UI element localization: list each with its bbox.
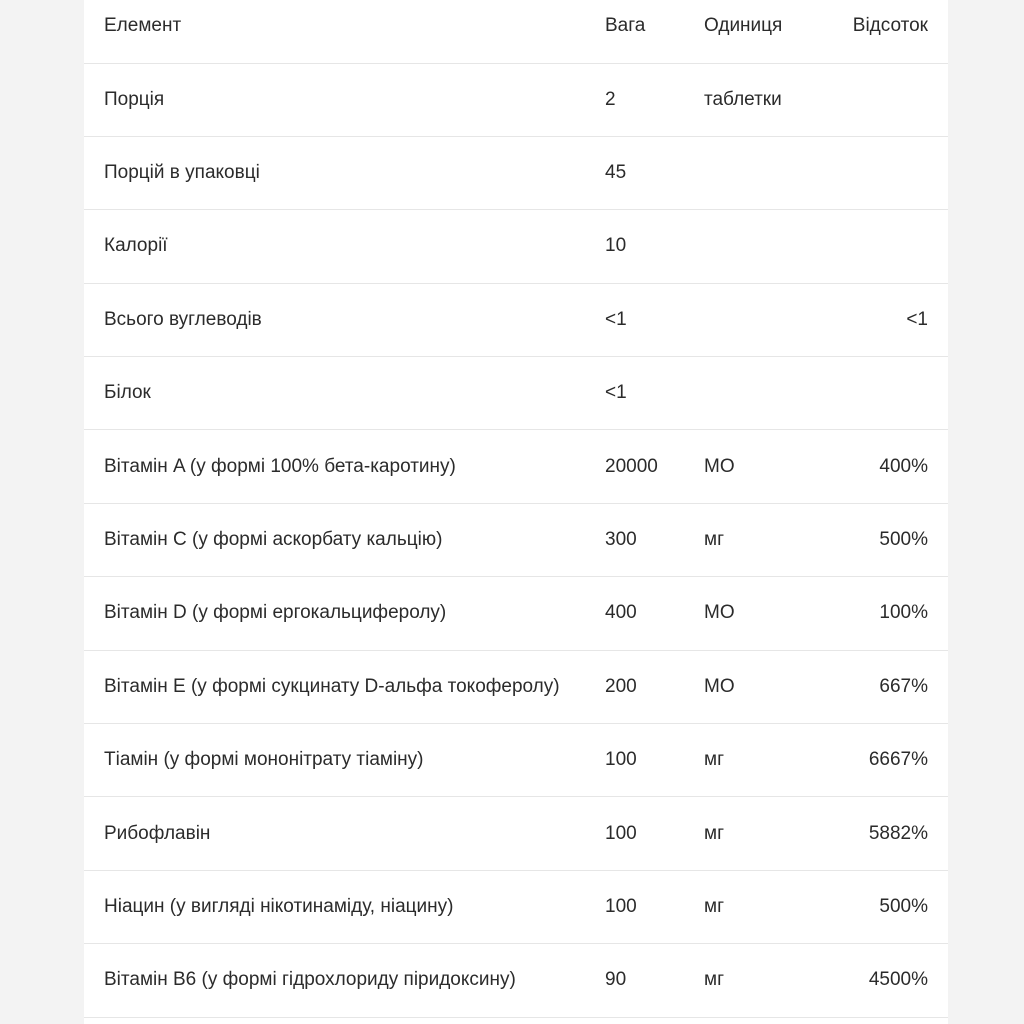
cell-percent: 100% (879, 602, 928, 624)
cell-unit: таблетки (704, 88, 782, 110)
cell-element: Вітамін D (у формі ергокальциферолу) (104, 602, 447, 624)
cell-weight: 300 (605, 529, 637, 551)
cell-element: Вітамін C (у формі аскорбату кальцію) (104, 529, 443, 551)
table-row (84, 63, 948, 136)
table-row (84, 357, 948, 430)
cell-unit: мг (704, 822, 724, 844)
nutrition-table (84, 0, 948, 1018)
cell-percent (824, 210, 948, 283)
table-header-row (84, 0, 948, 63)
cell-percent: 500% (879, 529, 928, 551)
cell-weight: 10 (605, 235, 627, 257)
cell-element: Всього вуглеводів (104, 308, 262, 330)
cell-element: Вітамін A (у формі 100% бета-каротину) (104, 455, 456, 477)
cell-percent: 5882% (868, 822, 928, 844)
cell-percent: 6667% (868, 749, 928, 771)
cell-unit: МО (704, 602, 735, 624)
table-row (84, 797, 948, 870)
cell-unit (704, 357, 824, 430)
table-row (84, 283, 948, 356)
cell-weight: 90 (605, 969, 627, 991)
cell-percent: 400% (879, 455, 928, 477)
cell-element: Рибофлавін (104, 822, 211, 844)
cell-percent (824, 136, 948, 209)
table-row (84, 210, 948, 283)
table-row (84, 944, 948, 1017)
cell-weight: <1 (605, 308, 627, 330)
cell-element: Порцій в упаковці (104, 162, 260, 184)
cell-weight: 45 (605, 162, 627, 184)
cell-percent: 500% (879, 895, 928, 917)
cell-weight: 2 (605, 88, 616, 110)
cell-percent: 4500% (868, 969, 928, 991)
cell-weight: 100 (605, 822, 637, 844)
table-row (84, 870, 948, 943)
cell-element: Вітамін B6 (у формі гідрохлориду піридоксину) (104, 969, 516, 991)
cell-unit (704, 136, 824, 209)
column-header-percent: Відсоток (852, 15, 928, 37)
table-row (84, 430, 948, 503)
page-background (64, 0, 962, 1024)
cell-weight: 400 (605, 602, 637, 624)
nutrition-table-card (84, 0, 948, 1024)
table-body (84, 63, 948, 1017)
cell-weight: 100 (605, 895, 637, 917)
cell-element: Вітамін E (у формі сукцинату D-альфа токоферолу) (104, 675, 560, 697)
cell-element: Білок (104, 382, 151, 404)
column-header-unit: Одиниця (704, 15, 783, 37)
cell-percent (824, 357, 948, 430)
cell-unit: мг (704, 895, 724, 917)
cell-weight: 100 (605, 749, 637, 771)
table-row (84, 650, 948, 723)
cell-element: Калорії (104, 235, 168, 257)
cell-unit (704, 210, 824, 283)
cell-unit: МО (704, 675, 735, 697)
cell-weight: 200 (605, 675, 637, 697)
cell-unit: мг (704, 969, 724, 991)
column-header-weight: Вага (605, 15, 646, 37)
cell-weight: <1 (605, 382, 627, 404)
cell-percent (824, 63, 948, 136)
cell-unit: мг (704, 749, 724, 771)
cell-element: Порція (104, 88, 165, 110)
table-header (84, 0, 948, 63)
cell-unit: МО (704, 455, 735, 477)
table-row (84, 503, 948, 576)
table-row (84, 724, 948, 797)
cell-unit (704, 283, 824, 356)
cell-percent: <1 (906, 308, 928, 330)
column-header-element: Елемент (104, 15, 182, 37)
cell-percent: 667% (879, 675, 928, 697)
table-row (84, 136, 948, 209)
cell-unit: мг (704, 529, 724, 551)
table-row (84, 577, 948, 650)
cell-element: Ніацин (у вигляді нікотинаміду, ніацину) (104, 895, 454, 917)
cell-weight: 20000 (605, 455, 658, 477)
cell-element: Тіамін (у формі мононітрату тіаміну) (104, 749, 424, 771)
